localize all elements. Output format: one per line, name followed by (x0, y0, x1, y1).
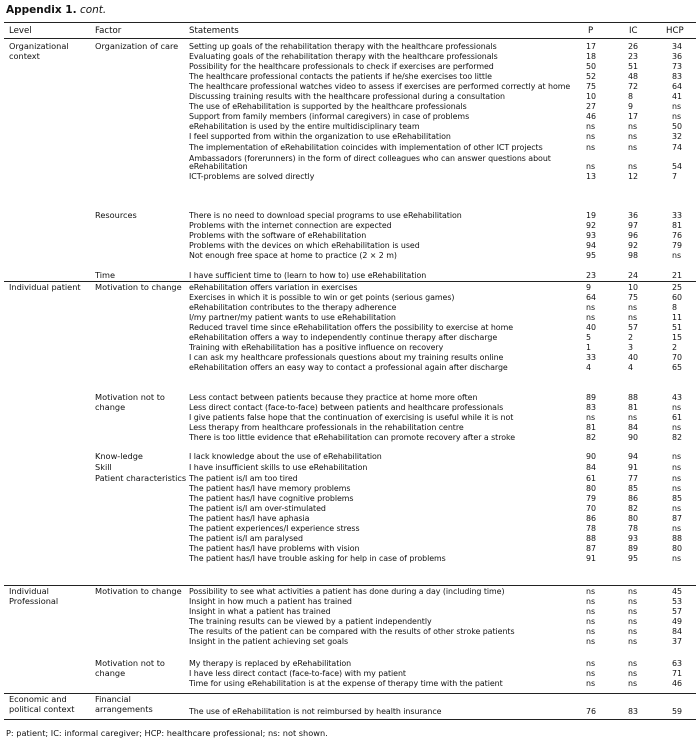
statement-cell: eRehabilitation contributes to the therapy adherence (189, 303, 397, 312)
ic-cell: 2 (628, 333, 634, 342)
statement-cell: The patient has/I have trouble asking for help in case of problems (189, 554, 446, 563)
statement-cell: Problems with the devices on which eRehabilitation is used (189, 241, 420, 250)
statement-cell: eRehabilitation is used by the entire multidisciplinary team (189, 122, 420, 131)
statement-cell: Less therapy from healthcare professionals in the rehabilitation centre (189, 423, 464, 432)
ic-cell: 40 (628, 353, 639, 362)
statement-cell: Time for using eRehabilitation is at the expense of therapy time with the patient (189, 679, 503, 688)
p-cell: 92 (586, 221, 597, 230)
header-ic: IC (629, 26, 638, 36)
table-row (0, 271, 700, 281)
ic-cell: 48 (628, 72, 639, 81)
ic-cell: 26 (628, 42, 639, 51)
table-row (0, 72, 700, 82)
table-row (0, 323, 700, 333)
statement-cell: eRehabilitation (189, 162, 248, 171)
statement-cell: There is no need to download special programs to use eRehabilitation (189, 211, 462, 220)
table-row (0, 363, 700, 373)
p-cell: 4 (586, 363, 592, 372)
hcp-cell: ns (672, 484, 682, 493)
table-row (0, 627, 700, 637)
statement-cell: Evaluating goals of the rehabilitation therapy with the healthcare professionals (189, 52, 498, 61)
table-row (0, 143, 700, 153)
factor-label: Organization of care (95, 41, 179, 51)
p-cell: 18 (586, 52, 597, 61)
hcp-cell: 70 (672, 353, 683, 362)
factor-label: Resources (95, 210, 137, 220)
p-cell: 9 (586, 283, 592, 292)
statement-cell: Insight in how much a patient has trained (189, 597, 352, 606)
top-rule (4, 22, 696, 23)
table-row (0, 162, 700, 172)
table-row (0, 393, 700, 403)
table-row (0, 413, 700, 423)
statement-cell: I have less direct contact (face-to-face) with my patient (189, 669, 406, 678)
hcp-cell: 73 (672, 62, 683, 71)
statement-cell: Training with eRehabilitation has a positive influence on recovery (189, 343, 444, 352)
p-cell: ns (586, 587, 596, 596)
p-cell: 83 (586, 403, 597, 412)
p-cell: 76 (586, 707, 597, 716)
ic-cell: ns (628, 122, 638, 131)
hcp-cell: 34 (672, 42, 683, 51)
p-cell: 40 (586, 323, 597, 332)
factor-label: Financial arrangements (95, 694, 153, 714)
ic-cell: 75 (628, 293, 639, 302)
hcp-cell: 61 (672, 413, 683, 422)
table-row (0, 433, 700, 443)
p-cell: 87 (586, 544, 597, 553)
hcp-cell: 32 (672, 132, 683, 141)
ic-cell: 94 (628, 452, 639, 461)
factor-label: Motivation not to change (95, 392, 165, 412)
table-row (0, 617, 700, 627)
statement-cell: The implementation of eRehabilitation coincides with implementation of other ICT projects (189, 143, 543, 152)
statement-cell: Insight in what a patient has trained (189, 607, 331, 616)
statement-cell: Problems with the software of eRehabilitation (189, 231, 367, 240)
statement-cell: The results of the patient can be compared with the results of other stroke patients (189, 627, 515, 636)
header-level: Level (9, 26, 32, 36)
p-cell: 10 (586, 92, 597, 101)
factor-label: Motivation to change (95, 586, 182, 596)
ic-cell: 9 (628, 102, 634, 111)
ic-cell: 51 (628, 62, 639, 71)
ic-cell: ns (628, 679, 638, 688)
p-cell: ns (586, 659, 596, 668)
p-cell: ns (586, 132, 596, 141)
hcp-cell: 74 (672, 143, 683, 152)
statement-cell: Possibility for the healthcare professionals to check if exercises are performed (189, 62, 494, 71)
ic-cell: 88 (628, 393, 639, 402)
statement-cell: The patient has/I have memory problems (189, 484, 351, 493)
table-row (0, 524, 700, 534)
hcp-cell: 71 (672, 669, 683, 678)
hcp-cell: 84 (672, 627, 683, 636)
p-cell: 91 (586, 554, 597, 563)
p-cell: 17 (586, 42, 597, 51)
hcp-cell: 50 (672, 122, 683, 131)
table-row (0, 241, 700, 251)
table-row (0, 283, 700, 293)
table-row (0, 659, 700, 669)
hcp-cell: 79 (672, 241, 683, 250)
statement-cell: Setting up goals of the rehabilitation therapy with the healthcare professionals (189, 42, 497, 51)
ic-cell: ns (628, 617, 638, 626)
ic-cell: 23 (628, 52, 639, 61)
ic-cell: 92 (628, 241, 639, 250)
ic-cell: 78 (628, 524, 639, 533)
p-cell: 78 (586, 524, 597, 533)
p-cell: 80 (586, 484, 597, 493)
ic-cell: 98 (628, 251, 639, 260)
table-row (0, 544, 700, 554)
table-row (0, 504, 700, 514)
hcp-cell: ns (672, 452, 682, 461)
p-cell: ns (586, 313, 596, 322)
level-label: Individual Professional (9, 586, 59, 606)
hcp-cell: 57 (672, 607, 683, 616)
p-cell: 27 (586, 102, 597, 111)
table-row (0, 112, 700, 122)
hcp-cell: 82 (672, 433, 683, 442)
level-label: Organizational context (9, 41, 69, 61)
statement-cell: The patient experiences/I experience stress (189, 524, 360, 533)
ic-cell: ns (628, 607, 638, 616)
ic-cell: 77 (628, 474, 639, 483)
table-row (0, 554, 700, 564)
table-row (0, 707, 700, 717)
p-cell: ns (586, 143, 596, 152)
ic-cell: 83 (628, 707, 639, 716)
table-row (0, 463, 700, 473)
table-row (0, 474, 700, 484)
table-row (0, 132, 700, 142)
statement-cell: Less contact between patients because they practice at home more often (189, 393, 478, 402)
statement-cell: Not enough free space at home to practice (2 × 2 m) (189, 251, 397, 260)
statement-cell: I lack knowledge about the use of eRehabilitation (189, 452, 382, 461)
ic-cell: 85 (628, 484, 639, 493)
ic-cell: ns (628, 587, 638, 596)
table-row (0, 423, 700, 433)
hcp-cell: 49 (672, 617, 683, 626)
hcp-cell: 33 (672, 211, 683, 220)
table-row (0, 484, 700, 494)
ic-cell: 89 (628, 544, 639, 553)
hcp-cell: ns (672, 504, 682, 513)
statement-cell: Insight in the patient achieving set goals (189, 637, 349, 646)
p-cell: ns (586, 303, 596, 312)
ic-cell: ns (628, 162, 638, 171)
ic-cell: ns (628, 132, 638, 141)
table-row (0, 679, 700, 689)
factor-label: Motivation to change (95, 282, 182, 292)
p-cell: 86 (586, 514, 597, 523)
statement-cell: My therapy is replaced by eRehabilitation (189, 659, 352, 668)
hcp-cell: 83 (672, 72, 683, 81)
p-cell: 5 (586, 333, 592, 342)
hcp-cell: 88 (672, 534, 683, 543)
p-cell: 50 (586, 62, 597, 71)
ic-cell: 3 (628, 343, 634, 352)
ic-cell: 93 (628, 534, 639, 543)
hcp-cell: 15 (672, 333, 683, 342)
ic-cell: 95 (628, 554, 639, 563)
p-cell: 13 (586, 172, 597, 181)
p-cell: 33 (586, 353, 597, 362)
table-row (0, 221, 700, 231)
statement-cell: eRehabilitation offers a way to independently continue therapy after discharge (189, 333, 498, 342)
p-cell: 90 (586, 452, 597, 461)
table-row (0, 211, 700, 221)
hcp-cell: 54 (672, 162, 683, 171)
table-row (0, 333, 700, 343)
hcp-cell: 63 (672, 659, 683, 668)
ic-cell: 4 (628, 363, 634, 372)
statement-cell: eRehabilitation offers variation in exercises (189, 283, 358, 292)
hcp-cell: ns (672, 403, 682, 412)
ic-cell: 17 (628, 112, 639, 121)
statement-cell: The patient is/I am paralysed (189, 534, 303, 543)
table-row (0, 637, 700, 647)
table-row (0, 597, 700, 607)
ic-cell: 96 (628, 231, 639, 240)
ic-cell: ns (628, 597, 638, 606)
p-cell: ns (586, 607, 596, 616)
table-row (0, 669, 700, 679)
hcp-cell: 21 (672, 271, 683, 280)
table-row (0, 251, 700, 261)
hcp-cell: 25 (672, 283, 683, 292)
p-cell: 93 (586, 231, 597, 240)
statement-cell: The patient has/I have problems with vision (189, 544, 360, 553)
factor-label: Skill (95, 462, 112, 472)
table-row (0, 122, 700, 132)
table-row (0, 92, 700, 102)
p-cell: 46 (586, 112, 597, 121)
ic-cell: 91 (628, 463, 639, 472)
hcp-cell: 53 (672, 597, 683, 606)
p-cell: ns (586, 597, 596, 606)
hcp-cell: 87 (672, 514, 683, 523)
hcp-cell: ns (672, 524, 682, 533)
hcp-cell: 51 (672, 323, 683, 332)
table-row (0, 82, 700, 92)
table-row (0, 494, 700, 504)
hcp-cell: 43 (672, 393, 683, 402)
table-row (0, 62, 700, 72)
statement-cell: Discussing training results with the healthcare professional during a consultation (189, 92, 506, 101)
ic-cell: 36 (628, 211, 639, 220)
statement-cell: The use of eRehabilitation is supported by the healthcare professionals (189, 102, 467, 111)
p-cell: 19 (586, 211, 597, 220)
ic-cell: 90 (628, 433, 639, 442)
statement-cell: ICT-problems are solved directly (189, 172, 315, 181)
hcp-cell: 2 (672, 343, 678, 352)
ic-cell: ns (628, 627, 638, 636)
hcp-cell: ns (672, 423, 682, 432)
table-row (0, 303, 700, 313)
p-cell: 70 (586, 504, 597, 513)
factor-label: Motivation not to change (95, 658, 165, 678)
statement-cell: Reduced travel time since eRehabilitation offers the possibility to exercise at home (189, 323, 514, 332)
statement-cell: I can ask my healthcare professionals questions about my training results online (189, 353, 504, 362)
statement-cell: I/my partner/my patient wants to use eRehabilitation (189, 313, 396, 322)
p-cell: 89 (586, 393, 597, 402)
table-title: Appendix 1. cont. (6, 4, 107, 16)
statement-cell: I have sufficient time to (learn to how to) use eRehabilitation (189, 271, 427, 280)
table-row (0, 42, 700, 52)
hcp-cell: ns (672, 474, 682, 483)
hcp-cell: 80 (672, 544, 683, 553)
hcp-cell: 60 (672, 293, 683, 302)
hcp-cell: 45 (672, 587, 683, 596)
p-cell: 82 (586, 433, 597, 442)
statement-cell: The healthcare professional watches video to assess if exercises are performed correctly at home (189, 82, 571, 91)
ic-cell: 82 (628, 504, 639, 513)
p-cell: 88 (586, 534, 597, 543)
statement-cell: eRehabilitation offers an easy way to contact a professional again after discharge (189, 363, 508, 372)
ic-cell: 80 (628, 514, 639, 523)
statement-cell: The patient is/I am too tired (189, 474, 298, 483)
factor-label: Time (95, 270, 116, 280)
statement-cell: Exercises in which it is possible to win or get points (serious games) (189, 293, 455, 302)
ic-cell: 57 (628, 323, 639, 332)
p-cell: 79 (586, 494, 597, 503)
hcp-cell: 7 (672, 172, 678, 181)
hcp-cell: 37 (672, 637, 683, 646)
footnote: P: patient; IC: informal caregiver; HCP: healthcare professional; ns: not shown. (6, 728, 328, 738)
p-cell: 23 (586, 271, 597, 280)
statement-cell: Possibility to see what activities a patient has done during a day (including time) (189, 587, 505, 596)
header-hcp: HCP (666, 26, 684, 36)
p-cell: 81 (586, 423, 597, 432)
table-row (0, 514, 700, 524)
statement-cell: Ambassadors (forerunners) in the form of direct colleagues who can answer questions about (189, 154, 551, 163)
factor-label: Patient characteristics (95, 473, 187, 483)
hcp-cell: 11 (672, 313, 683, 322)
table-row (0, 452, 700, 462)
table-row (0, 587, 700, 597)
table-row (0, 102, 700, 112)
p-cell: 94 (586, 241, 597, 250)
ic-cell: 8 (628, 92, 634, 101)
header-rule (4, 38, 696, 39)
p-cell: ns (586, 413, 596, 422)
header-factor: Factor (95, 26, 122, 36)
p-cell: ns (586, 627, 596, 636)
table-row (0, 52, 700, 62)
statement-cell: Less direct contact (face-to-face) between patients and healthcare professionals (189, 403, 504, 412)
hcp-cell: 64 (672, 82, 683, 91)
ic-cell: 86 (628, 494, 639, 503)
hcp-cell: ns (672, 554, 682, 563)
p-cell: 61 (586, 474, 597, 483)
header-p: P (588, 26, 594, 36)
ic-cell: 84 (628, 423, 639, 432)
statement-cell: The training results can be viewed by a patient independently (189, 617, 432, 626)
p-cell: 95 (586, 251, 597, 260)
p-cell: ns (586, 617, 596, 626)
ic-cell: ns (628, 413, 638, 422)
header-statements: Statements (189, 26, 239, 36)
hcp-cell: 81 (672, 221, 683, 230)
p-cell: ns (586, 669, 596, 678)
table-row (0, 313, 700, 323)
statement-cell: The healthcare professional contacts the patients if he/she exercises too little (189, 72, 492, 81)
ic-cell: ns (628, 143, 638, 152)
statement-cell: Problems with the internet connection are expected (189, 221, 392, 230)
bottom-rule (4, 719, 696, 720)
ic-cell: 72 (628, 82, 639, 91)
ic-cell: 97 (628, 221, 639, 230)
p-cell: 52 (586, 72, 597, 81)
hcp-cell: 41 (672, 92, 683, 101)
table-row (0, 343, 700, 353)
statement-cell: The patient is/I am over-stimulated (189, 504, 326, 513)
table-row (0, 607, 700, 617)
level-label: Economic and political context (9, 694, 75, 714)
ic-cell: 81 (628, 403, 639, 412)
p-cell: 1 (586, 343, 592, 352)
hcp-cell: 76 (672, 231, 683, 240)
table-row (0, 403, 700, 413)
hcp-cell: 46 (672, 679, 683, 688)
hcp-cell: ns (672, 102, 682, 111)
statement-cell: The use of eRehabilitation is not reimbursed by health insurance (189, 707, 442, 716)
ic-cell: 12 (628, 172, 639, 181)
statement-cell: There is too little evidence that eRehabilitation can promote recovery after a stroke (189, 433, 516, 442)
hcp-cell: ns (672, 463, 682, 472)
ic-cell: 24 (628, 271, 639, 280)
hcp-cell: ns (672, 251, 682, 260)
hcp-cell: ns (672, 112, 682, 121)
p-cell: ns (586, 637, 596, 646)
hcp-cell: 59 (672, 707, 683, 716)
ic-cell: 10 (628, 283, 639, 292)
hcp-cell: 8 (672, 303, 678, 312)
ic-cell: ns (628, 313, 638, 322)
p-cell: ns (586, 162, 596, 171)
table-row (0, 293, 700, 303)
ic-cell: ns (628, 669, 638, 678)
p-cell: 75 (586, 82, 597, 91)
p-cell: 64 (586, 293, 597, 302)
table-row (0, 172, 700, 182)
table-row (0, 534, 700, 544)
ic-cell: ns (628, 303, 638, 312)
level-label: Individual patient (9, 282, 81, 292)
p-cell: 84 (586, 463, 597, 472)
statement-cell: The patient has/I have cognitive problems (189, 494, 354, 503)
hcp-cell: 85 (672, 494, 683, 503)
p-cell: ns (586, 679, 596, 688)
statement-cell: I give patients false hope that the continuation of exercising is useful while it is not (189, 413, 514, 422)
statement-cell: The patient has/I have aphasia (189, 514, 310, 523)
hcp-cell: 36 (672, 52, 683, 61)
statement-cell: I have insufficient skills to use eRehabilitation (189, 463, 368, 472)
statement-cell: I feel supported from within the organization to use eRehabilitation (189, 132, 451, 141)
table-row (0, 353, 700, 363)
ic-cell: ns (628, 659, 638, 668)
factor-label: Know-ledge (95, 451, 143, 461)
statement-cell: Support from family members (informal caregivers) in case of problems (189, 112, 470, 121)
table-row (0, 231, 700, 241)
ic-cell: ns (628, 637, 638, 646)
hcp-cell: 65 (672, 363, 683, 372)
p-cell: ns (586, 122, 596, 131)
